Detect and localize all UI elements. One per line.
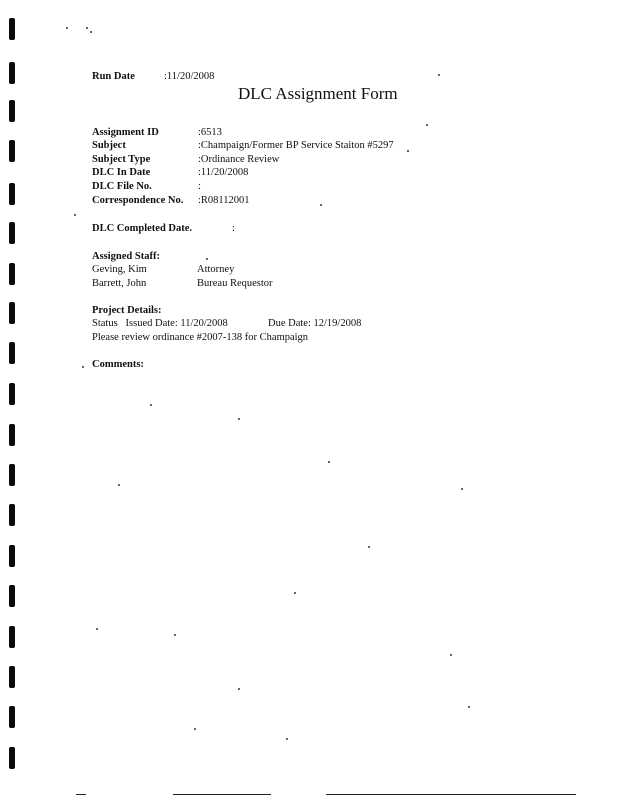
staff-name: Barrett, John — [92, 278, 147, 289]
staff-name: Geving, Kim — [92, 264, 147, 275]
binder-hole-mark — [9, 504, 15, 526]
binder-hole-mark — [9, 100, 15, 122]
binder-hole-mark — [9, 383, 15, 405]
project-status-issued-date: Status Issued Date: 11/20/2008 — [92, 318, 228, 329]
scan-speck — [194, 728, 196, 730]
binder-hole-mark — [9, 18, 15, 40]
binder-hole-mark — [9, 666, 15, 688]
field-value: : — [198, 181, 201, 192]
staff-role: Bureau Requestor — [197, 278, 273, 289]
binder-hole-mark — [9, 342, 15, 364]
scan-speck — [66, 27, 68, 29]
scan-speck — [174, 634, 176, 636]
field-value: :Ordinance Review — [198, 154, 280, 165]
field-label: DLC In Date — [92, 167, 151, 178]
project-due-date: Due Date: 12/19/2008 — [268, 318, 362, 329]
field-correspondence-no — [92, 194, 512, 207]
field-assignment-id — [92, 126, 512, 139]
binder-hole-mark — [9, 183, 15, 205]
staff-row — [92, 277, 392, 290]
scan-speck — [328, 461, 330, 463]
field-label: Subject Type — [92, 154, 151, 165]
field-value: :R08112001 — [198, 195, 250, 206]
field-subject-type — [92, 153, 512, 166]
binder-hole-mark — [9, 140, 15, 162]
field-value: :Champaign/Former BP Service Staiton #5297 — [198, 140, 394, 151]
field-label: DLC File No. — [92, 181, 152, 192]
scan-speck — [206, 258, 208, 260]
binder-hole-mark — [9, 62, 15, 84]
run-date-label: Run Date — [92, 71, 135, 82]
scan-speck — [118, 484, 120, 486]
comments-heading: Comments: — [92, 359, 144, 370]
scan-speck — [238, 418, 240, 420]
scan-speck — [294, 592, 296, 594]
field-label: Subject — [92, 140, 126, 151]
binder-hole-mark — [9, 706, 15, 728]
scan-speck — [82, 366, 84, 368]
staff-role: Attorney — [197, 264, 235, 275]
binder-hole-mark — [9, 424, 15, 446]
binder-hole-mark — [9, 585, 15, 607]
completed-date-value: : — [232, 223, 235, 234]
project-description: Please review ordinance #2007-138 for Champaign — [92, 332, 309, 343]
binder-hole-mark — [9, 747, 15, 769]
field-value: :6513 — [198, 127, 222, 138]
assigned-staff-heading: Assigned Staff: — [92, 251, 160, 262]
binder-hole-mark — [9, 626, 15, 648]
scan-speck — [368, 546, 370, 548]
scan-speck — [468, 706, 470, 708]
binder-hole-mark — [9, 263, 15, 285]
binder-hole-mark — [9, 464, 15, 486]
form-title: DLC Assignment Form — [238, 84, 398, 103]
binder-hole-mark — [9, 545, 15, 567]
scan-speck — [90, 31, 92, 33]
footer-scan-line — [76, 794, 86, 795]
run-date-value: :11/20/2008 — [164, 71, 215, 82]
scan-speck — [438, 74, 440, 76]
footer-scan-line — [173, 794, 271, 795]
completed-date-label: DLC Completed Date. — [92, 223, 193, 234]
scan-speck — [286, 738, 288, 740]
binder-hole-mark — [9, 222, 15, 244]
staff-row — [92, 263, 392, 276]
field-dlc-in-date — [92, 166, 512, 179]
field-dlc-file-no — [92, 180, 512, 193]
scan-speck — [96, 628, 98, 630]
field-value: :11/20/2008 — [198, 167, 249, 178]
footer-scan-line — [326, 794, 576, 795]
field-label: Correspondence No. — [92, 195, 184, 206]
scan-speck — [461, 488, 463, 490]
scan-speck — [74, 214, 76, 216]
binder-hole-mark — [9, 302, 15, 324]
field-label: Assignment ID — [92, 127, 159, 138]
scan-speck — [150, 404, 152, 406]
scan-speck — [86, 27, 88, 29]
field-subject — [92, 139, 512, 152]
project-details-heading: Project Details: — [92, 305, 162, 316]
scan-speck — [450, 654, 452, 656]
scan-speck — [238, 688, 240, 690]
